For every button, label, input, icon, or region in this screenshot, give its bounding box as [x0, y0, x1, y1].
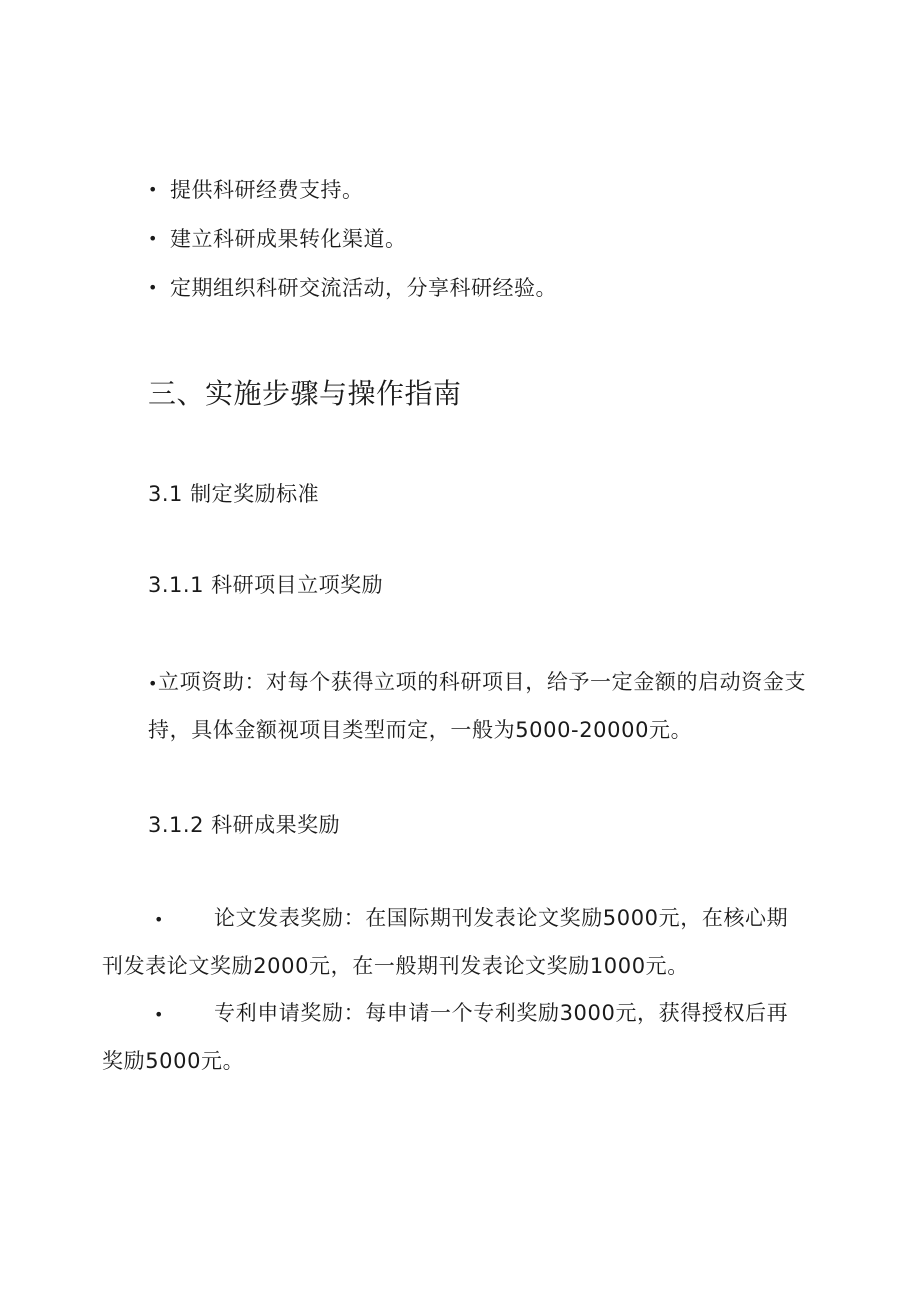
subsection-heading-3-1-2: 3.1.2 科研成果奖励	[148, 813, 341, 837]
list-item-text: 专利申请奖励：每申请一个专利奖励3000元，获得授权后再	[214, 1001, 789, 1025]
list-item-line	[102, 895, 820, 943]
bullet-text: 建立科研成果转化渠道。	[170, 227, 407, 251]
bullet-item-transfer	[148, 226, 407, 252]
list-item-line: 奖励5000元。	[102, 1049, 245, 1073]
section-heading: 三、实施步骤与操作指南	[148, 377, 462, 410]
list-item-text: 论文发表奖励：在国际期刊发表论文奖励5000元，在核心期	[214, 906, 789, 930]
list-item-patent-award	[102, 990, 820, 1084]
paragraph-text: 立项资助：对每个获得立项的科研项目，给予一定金额的启动资金支持，具体金额视项目类型而定，一般为5000-20000元。	[148, 670, 807, 742]
subsection-heading-3-1: 3.1 制定奖励标准	[148, 482, 320, 506]
bullet-dot: •	[148, 278, 158, 297]
bullet-text: 提供科研经费支持。	[170, 178, 364, 202]
list-item-paper-award	[102, 895, 820, 989]
list-item-line: 刊发表论文奖励2000元，在一般期刊发表论文奖励1000元。	[102, 954, 689, 978]
bullet-dot: •	[148, 229, 158, 248]
bullet-dot: •	[154, 1005, 165, 1024]
subsection-heading-3-1-1: 3.1.1 科研项目立项奖励	[148, 573, 384, 597]
bullet-item-funding	[148, 177, 364, 203]
list-item-line	[102, 990, 820, 1038]
bullet-dot: •	[154, 910, 165, 929]
bullet-dot: •	[148, 674, 159, 693]
paragraph-project-funding	[148, 659, 820, 753]
bullet-text: 定期组织科研交流活动，分享科研经验。	[170, 276, 557, 300]
bullet-dot: •	[148, 180, 158, 199]
bullet-item-exchange	[148, 275, 557, 301]
